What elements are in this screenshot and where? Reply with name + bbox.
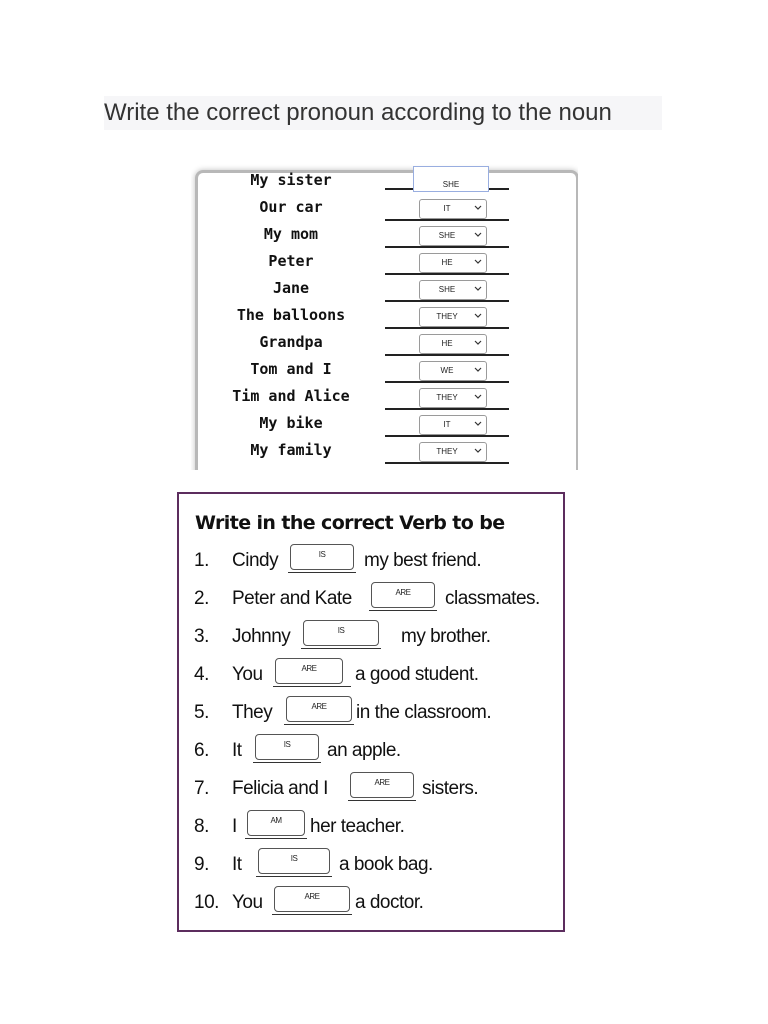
pronoun-select[interactable] (419, 280, 487, 300)
sentence-end: a book bag. (339, 854, 433, 875)
verb-answer-input[interactable]: ARE (371, 582, 435, 608)
pronoun-row (191, 355, 578, 382)
sentence-start: Felicia and I (232, 778, 328, 799)
answer-line (272, 914, 352, 915)
verb-answer-input[interactable]: AM (247, 810, 305, 836)
sentence-start: It (232, 740, 242, 761)
chevron-down-icon (474, 338, 482, 348)
sentence-start: It (232, 854, 242, 875)
pronoun-row (191, 274, 578, 301)
item-number: 5. (194, 702, 209, 723)
item-number: 1. (194, 550, 209, 571)
sentence-end: in the classroom. (356, 702, 492, 723)
sentence-end: sisters. (422, 778, 479, 799)
item-number: 2. (194, 588, 209, 609)
verb-item (179, 810, 563, 840)
pronoun-select[interactable] (419, 226, 487, 246)
verb-item (179, 886, 563, 916)
pronoun-select[interactable] (419, 415, 487, 435)
sentence-start: Johnny (232, 626, 291, 647)
verb-answer-input[interactable]: ARE (286, 696, 352, 722)
pronoun-row (191, 220, 578, 247)
selected-pronoun: IT (443, 204, 451, 213)
verb-item (179, 772, 563, 802)
selected-pronoun: HE (441, 258, 453, 267)
answer-line (348, 800, 416, 801)
verb-item (179, 582, 563, 612)
verb-item (179, 658, 563, 688)
pronoun-select[interactable] (419, 361, 487, 381)
chevron-down-icon (474, 311, 482, 321)
selected-pronoun: HE (441, 339, 453, 348)
selected-pronoun: THEY (436, 312, 458, 321)
item-number: 6. (194, 740, 209, 761)
item-number: 8. (194, 816, 209, 837)
chevron-down-icon (474, 392, 482, 402)
noun-label: Tim and Alice (232, 387, 350, 405)
pronoun-row (191, 409, 578, 436)
answer-line (256, 876, 332, 877)
pronoun-row (191, 436, 578, 463)
chevron-down-icon (474, 419, 482, 429)
answer-line (385, 462, 509, 464)
pronoun-select[interactable] (419, 199, 487, 219)
pronoun-select[interactable] (419, 334, 487, 354)
pronoun-row (191, 166, 578, 193)
verb-item (179, 696, 563, 726)
sentence-end: a doctor. (355, 892, 424, 913)
verb-answer-input[interactable]: ARE (350, 772, 414, 798)
pronoun-row (191, 301, 578, 328)
noun-label: Grandpa (259, 333, 323, 351)
noun-label: Jane (272, 279, 310, 297)
selected-pronoun: IT (443, 420, 451, 429)
sentence-start: They (232, 702, 273, 723)
answer-line (301, 648, 381, 649)
page-title: Write the correct pronoun according to the noun (104, 96, 662, 130)
worksheet-title: Write in the correct Verb to be (195, 512, 505, 534)
sentence-end: classmates. (445, 588, 540, 609)
pronoun-select[interactable] (419, 253, 487, 273)
pronoun-row (191, 247, 578, 274)
selected-pronoun: SHE (438, 231, 456, 240)
verb-answer-input[interactable]: IS (255, 734, 319, 760)
selected-pronoun: SHE (438, 285, 456, 294)
verb-answer-input[interactable]: IS (303, 620, 379, 646)
sentence-end: my brother. (401, 626, 491, 647)
pronoun-select[interactable] (419, 442, 487, 462)
pronoun-row (191, 382, 578, 409)
sentence-start: I (232, 816, 237, 837)
item-number: 4. (194, 664, 209, 685)
chevron-down-icon (474, 230, 482, 240)
verb-item (179, 734, 563, 764)
answer-line (369, 610, 437, 611)
noun-label: My mom (263, 225, 319, 243)
sentence-end: an apple. (327, 740, 401, 761)
selected-pronoun: WE (440, 366, 454, 375)
item-number: 3. (194, 626, 209, 647)
sentence-start: Cindy (232, 550, 279, 571)
sentence-start: You (232, 892, 263, 913)
verb-item (179, 620, 563, 650)
verb-answer-input[interactable]: ARE (274, 886, 350, 912)
pronoun-select[interactable] (413, 166, 489, 192)
chevron-down-icon (474, 284, 482, 294)
chevron-down-icon (474, 446, 482, 456)
verb-item (179, 544, 563, 574)
noun-label: My family (250, 441, 332, 459)
answer-line (253, 762, 321, 763)
item-number: 7. (194, 778, 209, 799)
answer-line (245, 838, 307, 839)
sentence-end: her teacher. (310, 816, 405, 837)
noun-label: Our car (259, 198, 323, 216)
noun-label: Tom and I (250, 360, 332, 378)
selected-pronoun: THEY (436, 393, 458, 402)
verb-answer-input[interactable]: IS (290, 544, 354, 570)
pronoun-row (191, 193, 578, 220)
chevron-down-icon (474, 203, 482, 213)
sentence-start: You (232, 664, 263, 685)
pronoun-select[interactable] (419, 388, 487, 408)
answer-line (284, 724, 354, 725)
noun-label: The balloons (236, 306, 346, 324)
item-number: 9. (194, 854, 209, 875)
noun-label: My sister (250, 171, 332, 189)
noun-label: Peter (268, 252, 314, 270)
verb-item (179, 848, 563, 878)
verb-answer-input[interactable]: ARE (275, 658, 343, 684)
sentence-start: Peter and Kate (232, 588, 352, 609)
verb-answer-input[interactable]: IS (258, 848, 330, 874)
chevron-down-icon (474, 365, 482, 375)
pronoun-worksheet (191, 158, 578, 470)
selected-pronoun: THEY (436, 447, 458, 456)
item-number: 10. (194, 892, 219, 913)
sentence-end: a good student. (355, 664, 479, 685)
sentence-end: my best friend. (364, 550, 482, 571)
chevron-down-icon (474, 257, 482, 267)
answer-line (273, 686, 351, 687)
pronoun-select[interactable] (419, 307, 487, 327)
verb-worksheet (177, 492, 565, 932)
selected-pronoun: SHE (442, 180, 460, 189)
answer-line (288, 572, 356, 573)
pronoun-row (191, 328, 578, 355)
noun-label: My bike (259, 414, 323, 432)
